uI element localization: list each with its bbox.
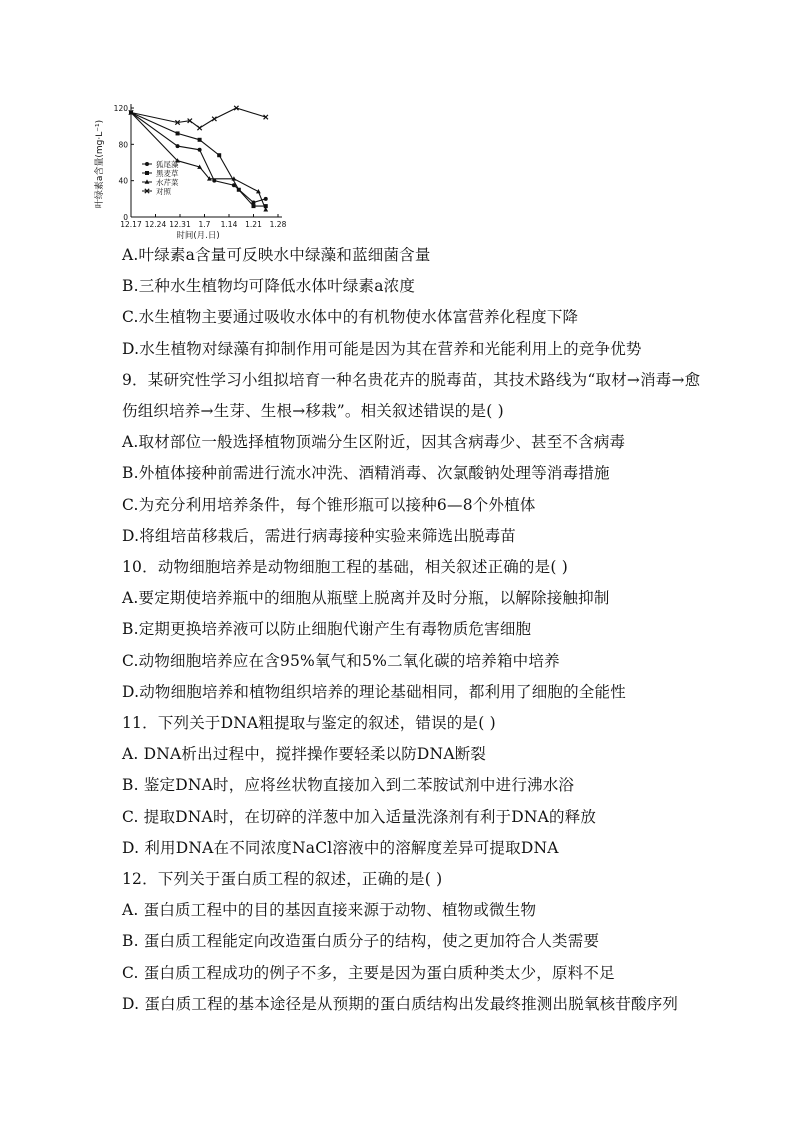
question-9-stem-cont: 伤组织培养→生芽、生根→移栽”。相关叙述错误的是( ) [122,402,504,421]
x-tick-label: 12.31 [169,220,191,229]
y-tick-label: 0 [123,213,128,222]
x-tick-label: 12.24 [144,220,167,229]
y-tick-label: 120 [113,104,128,113]
q10-option-a: A.要定期使培养瓶中的细胞从瓶壁上脱离并及时分瓶，以解除接触抑制 [122,589,610,608]
q12-option-b: B. 蛋白质工程能定向改造蛋白质分子的结构，使之更加符合人类需要 [122,932,600,951]
q10-option-b: B.定期更换培养液可以防止细胞代谢产生有毒物质危害细胞 [122,620,532,639]
y-tick-label: 80 [118,140,128,150]
data-point [145,171,149,175]
data-point [217,153,221,157]
data-point [237,188,241,192]
chart-legend [142,159,179,196]
chart-series [129,106,269,212]
question-text [122,240,742,1020]
q12-option-d: D. 蛋白质工程的基本途径是从预期的蛋白质结构出发最终推测出脱氧核苷酸序列 [122,994,679,1013]
y-tick-label: 40 [118,176,128,186]
series-line [131,108,266,128]
option-d: D.水生植物对绿藻有抑制作用可能是因为其在营养和光能利用上的竞争优势 [122,339,642,358]
question-10-stem: 10．动物细胞培养是动物细胞工程的基础，相关叙述正确的是( ) [122,558,568,577]
x-tick-label: 1.21 [245,220,262,229]
data-point [145,162,149,166]
data-point [197,126,201,130]
x-tick-label: 12.17 [120,220,142,229]
legend-label: 狐尾藻 [156,160,179,169]
q11-option-a: A. DNA析出过程中，搅拌操作要轻柔以防DNA断裂 [122,745,487,764]
q9-option-c: C.为充分利用培养条件，每个锥形瓶可以接种6—8个外植体 [122,495,536,514]
data-point [212,117,216,121]
q12-option-c: C. 蛋白质工程成功的例子不多，主要是因为蛋白质种类太少，原料不足 [122,963,615,982]
x-tick-label: 1.28 [269,220,287,229]
question-11-stem: 11．下列关于DNA粗提取与鉴定的叙述，错误的是( ) [122,714,496,733]
q9-option-a: A.取材部位一般选择植物顶端分生区附近，因其含病毒少、甚至不含病毒 [122,433,626,452]
series-0 [129,111,268,205]
legend-label: 黑麦草 [156,169,179,178]
legend-label: 对照 [156,187,171,196]
q9-option-b: B.外植体接种前需进行流水冲洗、酒精消毒、次氯酸钠处理等消毒措施 [122,464,610,483]
option-b: B.三种水生植物均可降低水体叶绿素a浓度 [122,277,416,296]
option-c: C.水生植物主要通过吸收水体中的有机物使水体富营养化程度下降 [122,308,579,327]
data-point [198,138,202,142]
x-tick-label: 1.14 [220,220,238,229]
q11-option-b: B. 鉴定DNA时，应将丝状物直接加入到二苯胺试剂中进行沸水浴 [122,776,575,795]
q10-option-c: C.动物细胞培养应在含95%氧气和5%二氧化碳的培养箱中培养 [122,651,560,670]
data-point [176,144,180,148]
data-point [198,148,202,152]
data-point [252,204,256,208]
data-point [176,131,180,135]
q9-option-d: D.将组培苗移栽后，需进行病毒接种实验来筛选出脱毒苗 [122,526,517,545]
q11-option-d: D. 利用DNA在不同浓度NaCl溶液中的溶解度差异可提取DNA [122,838,559,857]
option-a: A.叶绿素a含量可反映水中绿藻和蓝细菌含量 [122,246,431,264]
x-axis-label: 时间(月.日) [176,231,220,241]
data-point [264,197,268,201]
legend-label: 水芹菜 [156,178,179,187]
q12-option-a: A. 蛋白质工程中的目的基因直接来源于动物、植物或微生物 [122,901,537,920]
question-12-stem: 12．下列关于蛋白质工程的叙述，正确的是( ) [122,870,443,889]
chlorophyll-chart [88,92,298,242]
question-9-stem: 9．某研究性学习小组拟培育一种名贵花卉的脱毒苗，其技术路线为“取材→消毒→愈 [122,370,701,389]
series-1 [129,111,268,209]
q11-option-c: C. 提取DNA时，在切碎的洋葱中加入适量洗涤剂有利于DNA的释放 [122,807,597,826]
chart-svg [88,92,298,242]
x-tick-label: 1.7 [198,220,211,229]
q10-option-d: D.动物细胞培养和植物组织培养的理论基础相同，都利用了细胞的全能性 [122,682,626,701]
y-axis-label: 叶绿素a含量(mg·L⁻¹) [95,119,105,209]
